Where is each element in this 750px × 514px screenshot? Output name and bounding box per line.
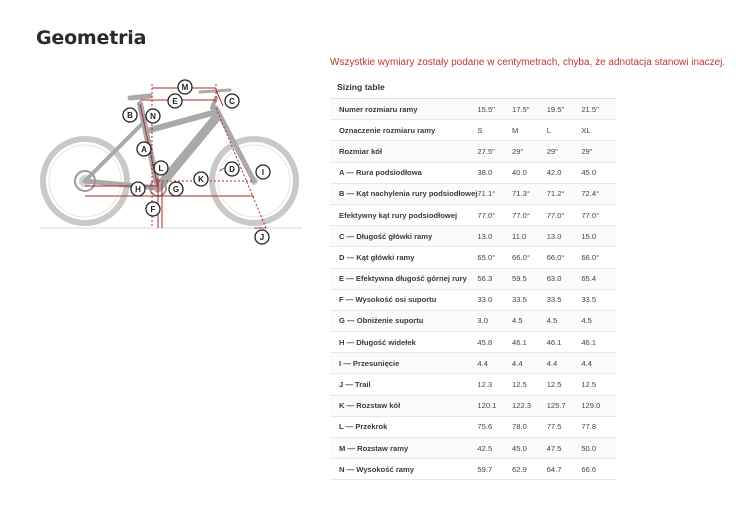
row-value: 40.0 xyxy=(512,162,547,183)
row-value: 65.0° xyxy=(477,247,512,268)
label-m xyxy=(178,80,192,94)
row-value: 33.5 xyxy=(547,289,582,310)
row-value: 17.5" xyxy=(512,99,547,120)
label-a xyxy=(137,142,151,156)
table-row xyxy=(330,162,616,183)
row-value: 27.5" xyxy=(477,141,512,162)
row-value: 45.0 xyxy=(581,162,616,183)
row-value: 12.5 xyxy=(512,374,547,395)
row-label: F — Wysokość osi suportu xyxy=(330,289,477,310)
row-value: 15.0 xyxy=(581,226,616,247)
row-value: 66.0° xyxy=(547,247,582,268)
row-value: 45.8 xyxy=(477,332,512,353)
svg-text:E: E xyxy=(172,97,178,106)
row-value: M xyxy=(512,120,547,141)
label-c xyxy=(225,94,239,108)
row-value: 75.6 xyxy=(477,416,512,437)
row-value: 125.7 xyxy=(547,395,582,416)
row-label: Oznaczenie rozmiaru ramy xyxy=(330,120,477,141)
row-value: 33.0 xyxy=(477,289,512,310)
row-value: 77.0° xyxy=(477,204,512,225)
row-value: 63.0 xyxy=(547,268,582,289)
label-e xyxy=(168,94,182,108)
table-row xyxy=(330,226,616,247)
row-value: 38.0 xyxy=(477,162,512,183)
label-n xyxy=(146,109,160,123)
row-value: 46.1 xyxy=(512,332,547,353)
row-value: 3.0 xyxy=(477,310,512,331)
svg-text:N: N xyxy=(150,112,156,121)
label-b xyxy=(123,108,137,122)
row-value: 33.5 xyxy=(581,289,616,310)
row-value: 71.3° xyxy=(512,183,547,204)
row-value: 46.1 xyxy=(581,332,616,353)
row-label: H — Długość widełek xyxy=(330,332,477,353)
row-value: 66.0° xyxy=(512,247,547,268)
geometry-diagram xyxy=(40,78,310,248)
table-row xyxy=(330,395,616,416)
row-value: 19.5" xyxy=(547,99,582,120)
svg-text:A: A xyxy=(141,145,147,154)
svg-text:G: G xyxy=(172,185,180,194)
row-value: 13.0 xyxy=(547,226,582,247)
table-row xyxy=(330,353,616,374)
row-value: 66.0° xyxy=(581,247,616,268)
svg-text:I: I xyxy=(261,168,265,177)
row-value: 45.0 xyxy=(512,438,547,459)
row-value: 4.5 xyxy=(512,310,547,331)
row-value: 62.9 xyxy=(512,459,547,480)
table-row xyxy=(330,332,616,353)
row-value: 66.6 xyxy=(581,459,616,480)
row-label: E — Efektywna długość górnej rury xyxy=(330,268,477,289)
row-value: S xyxy=(477,120,512,141)
sizing-table xyxy=(330,76,616,480)
row-value: 122.3 xyxy=(512,395,547,416)
row-label: C — Długość główki ramy xyxy=(330,226,477,247)
table-row xyxy=(330,204,616,225)
row-label: M — Rozstaw ramy xyxy=(330,438,477,459)
svg-text:M: M xyxy=(181,83,189,92)
row-label: G — Obniżenie suportu xyxy=(330,310,477,331)
row-value: 4.5 xyxy=(581,310,616,331)
row-value: 4.4 xyxy=(477,353,512,374)
row-value: 71.2° xyxy=(547,183,582,204)
svg-text:F: F xyxy=(150,205,156,214)
row-label: Numer rozmiaru ramy xyxy=(330,99,477,120)
row-label: D — Kąt główki ramy xyxy=(330,247,477,268)
table-row xyxy=(330,416,616,437)
table-row xyxy=(330,459,616,480)
label-i xyxy=(256,165,270,179)
row-value: 13.0 xyxy=(477,226,512,247)
row-value: XL xyxy=(581,120,616,141)
svg-text:D: D xyxy=(229,165,235,174)
svg-text:J: J xyxy=(259,233,265,242)
row-value: 15.5" xyxy=(477,99,512,120)
table-row xyxy=(330,310,616,331)
row-value: 29" xyxy=(581,141,616,162)
row-value: 77.8 xyxy=(581,416,616,437)
row-value: 12.3 xyxy=(477,374,512,395)
row-value: 78.0 xyxy=(512,416,547,437)
row-value: 77.0° xyxy=(512,204,547,225)
table-caption: Sizing table xyxy=(330,76,616,99)
table-row xyxy=(330,374,616,395)
label-g xyxy=(169,182,183,196)
row-value: 11.0 xyxy=(512,226,547,247)
row-label: N — Wysokość ramy xyxy=(330,459,477,480)
table-row xyxy=(330,99,616,120)
row-value: 4.4 xyxy=(581,353,616,374)
row-value: 59.5 xyxy=(512,268,547,289)
units-note: Wszystkie wymiary zostały podane w centymetrach, chyba, że adnotacja stanowi inaczej. xyxy=(330,57,726,68)
row-value: 47.5 xyxy=(547,438,582,459)
row-value: 72.4° xyxy=(581,183,616,204)
row-value: 77.0° xyxy=(581,204,616,225)
row-value: 59.7 xyxy=(477,459,512,480)
table-row xyxy=(330,120,616,141)
row-value: 29" xyxy=(512,141,547,162)
svg-text:C: C xyxy=(229,97,235,106)
row-value: L xyxy=(547,120,582,141)
row-value: 4.5 xyxy=(547,310,582,331)
row-value: 65.4 xyxy=(581,268,616,289)
svg-text:L: L xyxy=(158,164,164,173)
row-value: 50.0 xyxy=(581,438,616,459)
table-row xyxy=(330,183,616,204)
row-label: L — Przekrok xyxy=(330,416,477,437)
label-f xyxy=(146,202,160,216)
row-value: 12.5 xyxy=(547,374,582,395)
row-value: 46.1 xyxy=(547,332,582,353)
row-value: 71.1° xyxy=(477,183,512,204)
table-row xyxy=(330,438,616,459)
table-row xyxy=(330,268,616,289)
label-j xyxy=(255,230,269,244)
table-row xyxy=(330,141,616,162)
row-label: A — Rura podsiodłowa xyxy=(330,162,477,183)
row-value: 33.5 xyxy=(512,289,547,310)
row-value: 4.4 xyxy=(547,353,582,374)
label-d xyxy=(225,162,239,176)
row-value: 42.5 xyxy=(477,438,512,459)
row-label: Efektywny kąt rury podsiodłowej xyxy=(330,204,477,225)
table-row xyxy=(330,289,616,310)
row-value: 56.3 xyxy=(477,268,512,289)
page-title: Geometria xyxy=(36,27,147,49)
label-l xyxy=(154,161,168,175)
geometry-table xyxy=(330,99,616,480)
svg-text:H: H xyxy=(135,185,141,194)
svg-text:B: B xyxy=(127,111,133,120)
row-value: 129.0 xyxy=(581,395,616,416)
row-value: 64.7 xyxy=(547,459,582,480)
svg-text:K: K xyxy=(198,175,204,184)
row-value: 77.5 xyxy=(547,416,582,437)
row-value: 12.5 xyxy=(581,374,616,395)
row-label: Rozmiar kół xyxy=(330,141,477,162)
row-label: B — Kąt nachylenia rury podsiodłowej xyxy=(330,183,477,204)
dimension-labels xyxy=(123,80,270,244)
row-value: 120.1 xyxy=(477,395,512,416)
row-label: I — Przesunięcie xyxy=(330,353,477,374)
row-value: 42.0 xyxy=(547,162,582,183)
table-row xyxy=(330,247,616,268)
row-value: 4.4 xyxy=(512,353,547,374)
label-h xyxy=(131,182,145,196)
row-value: 29" xyxy=(547,141,582,162)
row-label: J — Trail xyxy=(330,374,477,395)
label-k xyxy=(194,172,208,186)
row-value: 77.0° xyxy=(547,204,582,225)
row-value: 21.5" xyxy=(581,99,616,120)
row-label: K — Rozstaw kół xyxy=(330,395,477,416)
